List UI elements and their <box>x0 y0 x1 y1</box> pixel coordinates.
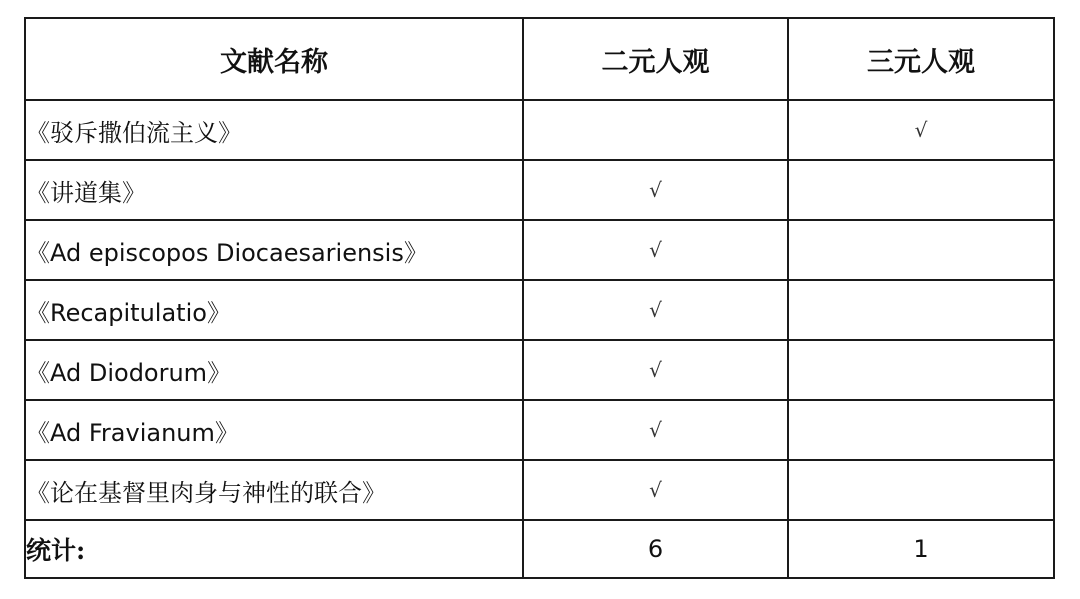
two-natures-check: √ <box>523 220 788 280</box>
three-natures-check <box>788 280 1054 340</box>
two-natures-check <box>523 100 788 160</box>
table-row <box>25 340 1054 400</box>
header-two-natures: 二元人观 <box>523 18 788 100</box>
document-name-cell: 《驳斥撒伯流主义》 <box>25 100 523 160</box>
table-row <box>25 460 1054 520</box>
header-three-natures: 三元人观 <box>788 18 1054 100</box>
header-row <box>25 18 1054 100</box>
table-row <box>25 220 1054 280</box>
literature-table <box>24 17 1055 579</box>
two-natures-total: 6 <box>523 520 788 578</box>
three-natures-check <box>788 460 1054 520</box>
document-name-cell: 《Ad Fravianum》 <box>25 400 523 460</box>
header-document-name: 文献名称 <box>25 18 523 100</box>
two-natures-check: √ <box>523 460 788 520</box>
two-natures-check: √ <box>523 400 788 460</box>
document-name-cell: 《讲道集》 <box>25 160 523 220</box>
document-name-cell: 《Ad episcopos Diocaesariensis》 <box>25 220 523 280</box>
three-natures-check <box>788 160 1054 220</box>
document-name-cell: 《Ad Diodorum》 <box>25 340 523 400</box>
three-natures-check <box>788 400 1054 460</box>
table-row <box>25 160 1054 220</box>
document-name-cell: 《论在基督里肉身与神性的联合》 <box>25 460 523 520</box>
three-natures-check <box>788 340 1054 400</box>
table-row <box>25 400 1054 460</box>
three-natures-check <box>788 220 1054 280</box>
table-row <box>25 100 1054 160</box>
two-natures-check: √ <box>523 160 788 220</box>
three-natures-check: √ <box>788 100 1054 160</box>
totals-row <box>25 520 1054 578</box>
table-row <box>25 280 1054 340</box>
totals-label: 统计: <box>25 520 523 578</box>
three-natures-total: 1 <box>788 520 1054 578</box>
document-name-cell: 《Recapitulatio》 <box>25 280 523 340</box>
two-natures-check: √ <box>523 340 788 400</box>
two-natures-check: √ <box>523 280 788 340</box>
